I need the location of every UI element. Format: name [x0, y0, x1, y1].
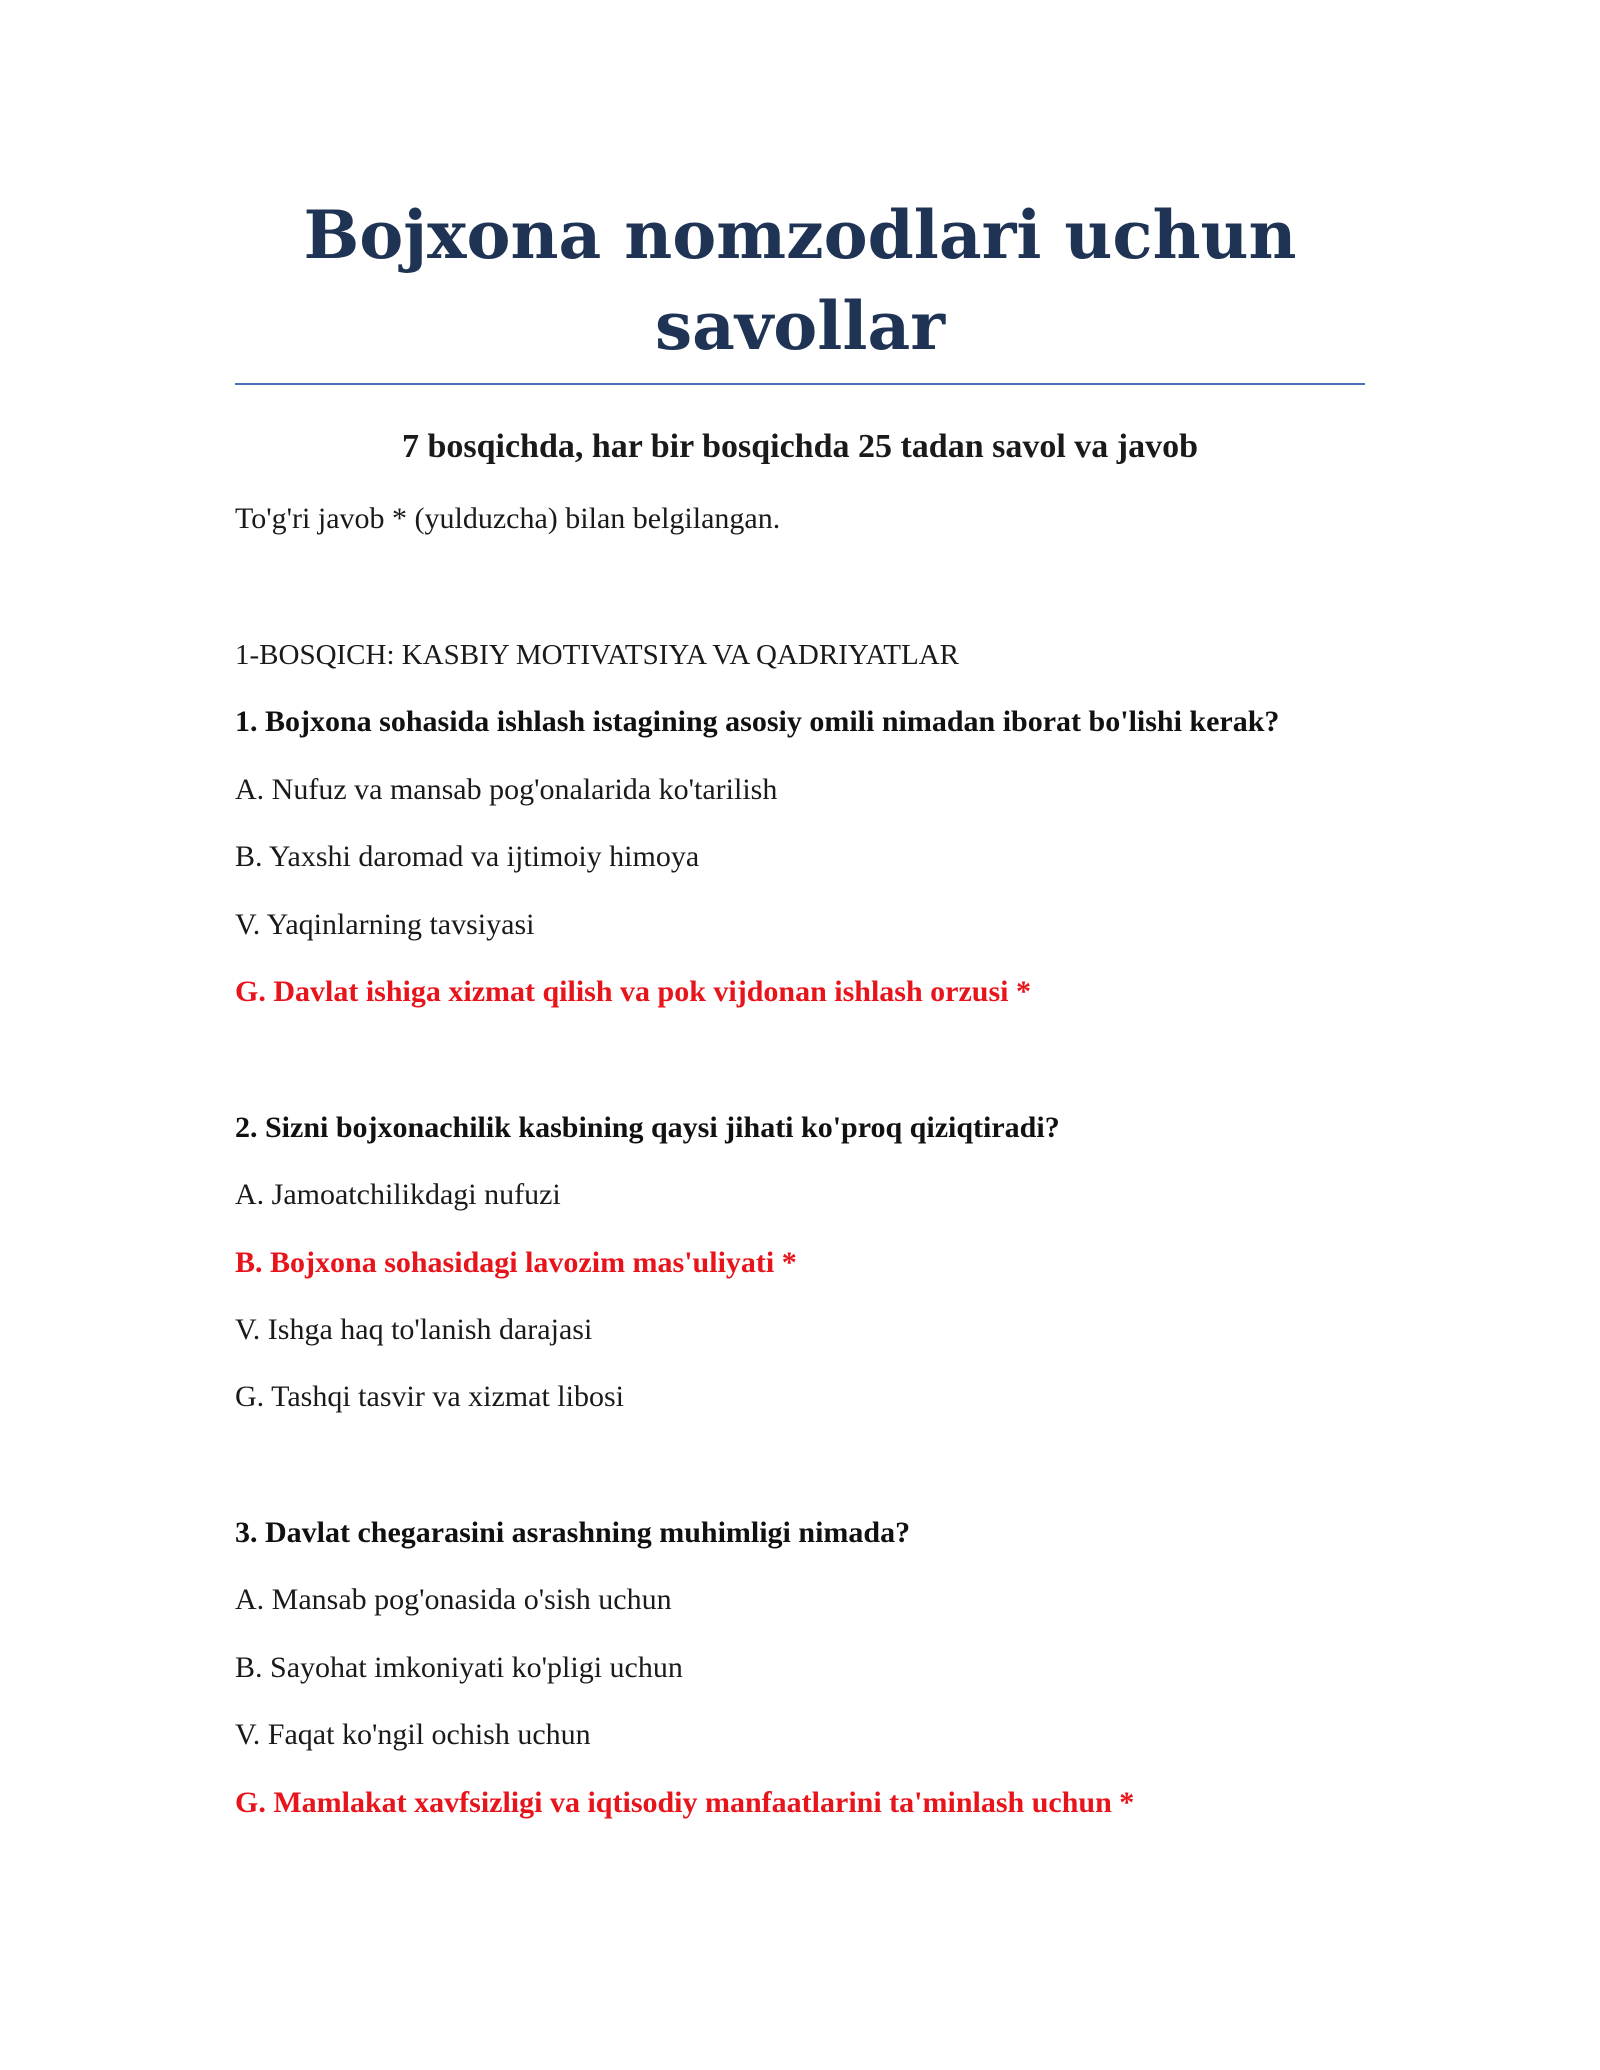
question-1-option-a: A. Nufuz va mansab pog'onalarida ko'tarilish — [235, 773, 778, 806]
question-1-option-g-correct: G. Davlat ishiga xizmat qilish va pok vijdonan ishlash orzusi * — [235, 975, 1031, 1008]
title-line-2: savollar — [655, 287, 945, 365]
question-1-option-b: B. Yaxshi daromad va ijtimoiy himoya — [235, 840, 700, 873]
intro-note: To'g'ri javob * (yulduzcha) bilan belgilangan. — [235, 502, 781, 535]
question-3-option-a: A. Mansab pog'onasida o'sish uchun — [235, 1583, 672, 1616]
question-2-option-g: G. Tashqi tasvir va xizmat libosi — [235, 1380, 624, 1413]
question-3: 3. Davlat chegarasini asrashning muhimligi nimada? — [235, 1516, 911, 1549]
question-2-option-v: V. Ishga haq to'lanish darajasi — [235, 1313, 593, 1346]
document-subtitle: 7 bosqichda, har bir bosqichda 25 tadan savol va javob — [401, 428, 1199, 465]
title-divider — [235, 383, 1365, 385]
stage-heading: 1-BOSQICH: KASBIY MOTIVATSIYA VA QADRIYATLAR — [235, 639, 960, 671]
question-2-option-a: A. Jamoatchilikdagi nufuzi — [235, 1178, 561, 1211]
question-3-option-v: V. Faqat ko'ngil ochish uchun — [235, 1718, 591, 1751]
document-title — [235, 190, 1365, 372]
question-1: 1. Bojxona sohasida ishlash istagining asosiy omili nimadan iborat bo'lishi kerak? — [235, 705, 1280, 738]
question-3-option-b: B. Sayohat imkoniyati ko'pligi uchun — [235, 1651, 683, 1684]
question-2: 2. Sizni bojxonachilik kasbining qaysi jihati ko'proq qiziqtiradi? — [235, 1111, 1060, 1144]
title-line-1: Bojxona nomzodlari uchun — [303, 196, 1297, 274]
question-2-option-b-correct: B. Bojxona sohasidagi lavozim mas'uliyati * — [235, 1246, 797, 1279]
question-3-option-g-correct: G. Mamlakat xavfsizligi va iqtisodiy manfaatlarini ta'minlash uchun * — [235, 1786, 1135, 1819]
question-1-option-v: V. Yaqinlarning tavsiyasi — [235, 908, 535, 941]
